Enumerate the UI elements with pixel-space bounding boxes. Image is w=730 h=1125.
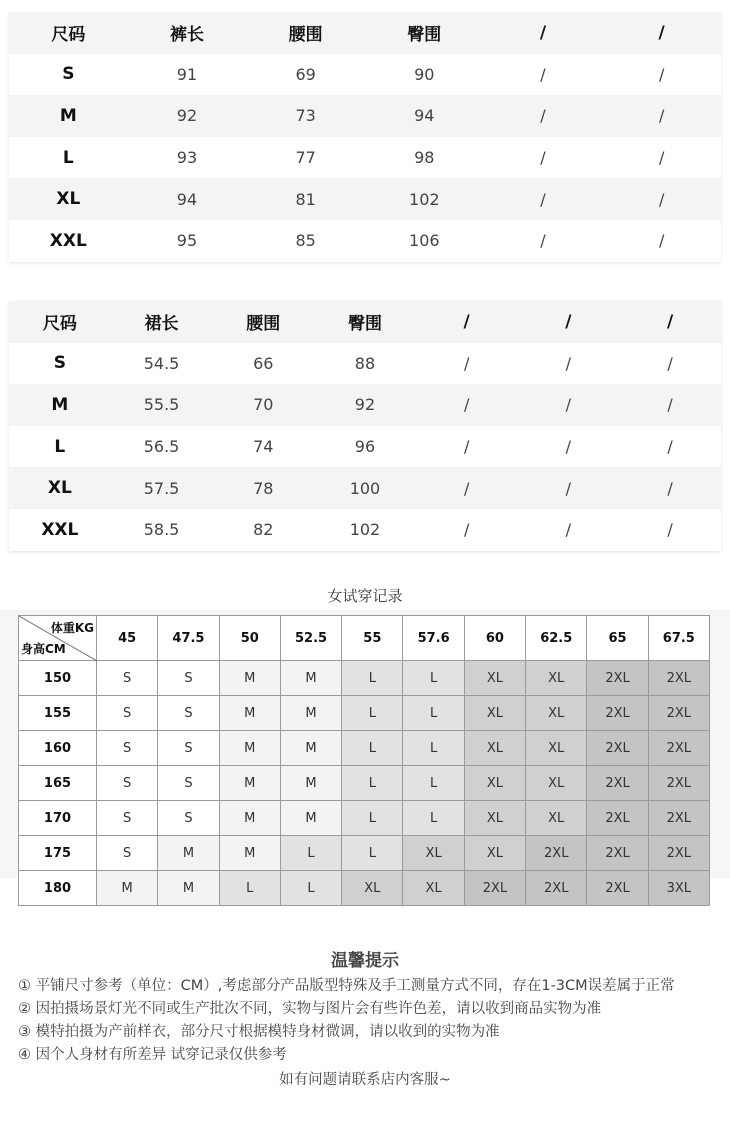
height-cell: 150	[19, 661, 97, 696]
size-recommendation-cell: S	[158, 696, 219, 731]
size-recommendation-cell: L	[219, 871, 280, 906]
table-cell: 100	[349, 478, 381, 498]
size-recommendation-cell: XL	[526, 766, 587, 801]
size-recommendation-cell: M	[280, 696, 341, 731]
fit-record-table	[18, 615, 710, 906]
pants-size-table	[9, 12, 721, 262]
table-cell: /	[463, 353, 470, 373]
table-header-row	[9, 301, 721, 343]
table-cell: 88	[354, 353, 376, 373]
size-recommendation-cell: L	[342, 661, 403, 696]
table-cell: /	[565, 478, 572, 498]
size-recommendation-cell: L	[403, 801, 464, 836]
table-row	[19, 766, 710, 801]
size-recommendation-cell: L	[342, 836, 403, 871]
table-cell: /	[658, 231, 665, 251]
size-recommendation-cell: XL	[464, 836, 525, 871]
table-cell: 55.5	[143, 395, 180, 415]
table-cell: 58.5	[143, 520, 180, 540]
table-cell: 106	[409, 231, 440, 251]
height-axis-label: 身高CM	[21, 642, 66, 656]
table-cell: /	[667, 437, 673, 457]
table-cell: 74	[253, 437, 274, 457]
size-cell: M	[51, 394, 69, 415]
table-row	[9, 467, 721, 509]
table-row	[19, 696, 710, 731]
size-recommendation-cell: 2XL	[648, 696, 709, 731]
table-row	[19, 731, 710, 766]
size-recommendation-cell: M	[219, 801, 280, 836]
table-cell: /	[658, 148, 665, 168]
size-recommendation-cell: 2XL	[648, 731, 709, 766]
table-cell: /	[667, 520, 673, 540]
table-cell: 54.5	[143, 353, 180, 373]
table-cell: /	[658, 64, 665, 84]
column-header: 臀围	[347, 314, 382, 335]
weight-header: 45	[97, 616, 158, 661]
size-cell: XXL	[49, 230, 87, 251]
table-cell: 98	[414, 148, 435, 168]
size-recommendation-cell: XL	[526, 696, 587, 731]
fit-record-corner-header	[19, 616, 97, 661]
table-cell: /	[667, 353, 673, 373]
table-cell: /	[667, 478, 673, 498]
table-row	[9, 54, 721, 96]
weight-header: 55	[342, 616, 403, 661]
weight-header: 47.5	[158, 616, 219, 661]
size-recommendation-cell: M	[219, 661, 280, 696]
tip-item: ④ 因个人身材有所差异 试穿记录仅供参考	[18, 1047, 287, 1063]
table-row	[9, 384, 721, 426]
column-header: /	[463, 311, 470, 332]
table-cell: 92	[176, 106, 198, 126]
size-cell: XL	[56, 189, 81, 210]
height-cell: 175	[19, 836, 97, 871]
table-cell: 70	[253, 395, 274, 415]
tip-item: ③ 模特拍摄为产前样衣，部分尺寸根据模特身材微调，请以收到的实物为准	[18, 1024, 500, 1040]
table-cell: 85	[295, 231, 316, 251]
column-header: 尺码	[51, 25, 86, 46]
size-recommendation-cell: M	[219, 731, 280, 766]
table-cell: /	[540, 106, 546, 126]
size-recommendation-cell: 2XL	[526, 871, 587, 906]
table-cell: /	[540, 189, 546, 209]
size-recommendation-cell: S	[97, 766, 158, 801]
size-recommendation-cell: 2XL	[526, 836, 587, 871]
table-cell: 82	[253, 520, 274, 540]
contact-note: 如有问题请联系店内客服~	[279, 1072, 451, 1088]
size-recommendation-cell: L	[403, 731, 464, 766]
size-recommendation-cell: M	[97, 871, 158, 906]
size-recommendation-cell: L	[280, 871, 341, 906]
size-recommendation-cell: 3XL	[648, 871, 709, 906]
tips-title: 温馨提示	[331, 951, 399, 971]
size-recommendation-cell: 2XL	[587, 696, 648, 731]
size-cell: M	[59, 105, 77, 126]
table-cell: /	[658, 106, 665, 126]
weight-header: 50	[219, 616, 280, 661]
size-recommendation-cell: S	[158, 801, 219, 836]
table-cell: 78	[253, 478, 274, 498]
skirt-size-table	[9, 301, 721, 551]
column-header: /	[565, 311, 572, 332]
table-cell: 92	[354, 395, 376, 415]
table-row	[9, 137, 721, 179]
table-cell: /	[540, 231, 546, 251]
size-recommendation-cell: M	[280, 801, 341, 836]
height-cell: 155	[19, 696, 97, 731]
size-recommendation-cell: L	[280, 836, 341, 871]
table-cell: /	[565, 395, 572, 415]
size-recommendation-cell: XL	[464, 661, 525, 696]
table-cell: 90	[414, 64, 435, 84]
table-cell: /	[463, 395, 470, 415]
table-cell: 94	[414, 106, 435, 126]
column-header: 尺码	[42, 314, 77, 335]
size-recommendation-cell: L	[342, 731, 403, 766]
size-recommendation-cell: XL	[464, 731, 525, 766]
table-cell: /	[565, 437, 572, 457]
table-row	[9, 343, 721, 385]
height-cell: 180	[19, 871, 97, 906]
table-row	[19, 871, 710, 906]
column-header: 臀围	[407, 25, 442, 46]
size-cell: XL	[47, 478, 72, 499]
table-row	[19, 836, 710, 871]
size-recommendation-cell: M	[219, 766, 280, 801]
table-cell: /	[565, 353, 572, 373]
table-row	[9, 509, 721, 551]
size-recommendation-cell: L	[342, 801, 403, 836]
column-header: /	[539, 22, 547, 43]
height-cell: 170	[19, 801, 97, 836]
weight-header: 60	[464, 616, 525, 661]
size-recommendation-cell: M	[280, 731, 341, 766]
table-row	[9, 220, 721, 262]
size-recommendation-cell: XL	[342, 871, 403, 906]
size-recommendation-cell: XL	[464, 766, 525, 801]
size-cell: S	[62, 64, 75, 85]
table-cell: 66	[253, 353, 274, 373]
size-recommendation-cell: S	[97, 836, 158, 871]
size-recommendation-cell: XL	[464, 696, 525, 731]
column-header: /	[667, 311, 674, 332]
size-recommendation-cell: 2XL	[587, 871, 648, 906]
size-recommendation-cell: S	[97, 696, 158, 731]
size-recommendation-cell: L	[403, 766, 464, 801]
size-recommendation-cell: S	[158, 766, 219, 801]
table-cell: /	[667, 395, 673, 415]
table-cell: 96	[354, 437, 376, 457]
size-recommendation-cell: S	[97, 661, 158, 696]
size-cell: L	[62, 147, 74, 168]
size-recommendation-cell: L	[342, 696, 403, 731]
table-cell: 93	[176, 148, 198, 168]
table-row	[9, 178, 721, 220]
weight-axis-label: 体重KG	[50, 621, 94, 635]
size-recommendation-cell: M	[219, 836, 280, 871]
height-cell: 160	[19, 731, 97, 766]
table-cell: 102	[349, 520, 381, 540]
table-row	[9, 426, 721, 468]
table-cell: 91	[176, 64, 198, 84]
fit-record-title: 女试穿记录	[327, 587, 403, 605]
size-recommendation-cell: 2XL	[587, 766, 648, 801]
table-cell: 69	[295, 64, 316, 84]
size-recommendation-cell: S	[158, 661, 219, 696]
size-recommendation-cell: 2XL	[587, 731, 648, 766]
size-recommendation-cell: XL	[526, 801, 587, 836]
table-cell: /	[463, 437, 470, 457]
size-recommendation-cell: L	[342, 766, 403, 801]
table-cell: 95	[176, 231, 198, 251]
height-cell: 165	[19, 766, 97, 801]
size-recommendation-cell: 2XL	[464, 871, 525, 906]
size-cell: XXL	[41, 519, 79, 540]
weight-header: 67.5	[648, 616, 709, 661]
size-recommendation-cell: 2XL	[648, 836, 709, 871]
size-cell: L	[54, 436, 66, 457]
tip-item: ① 平铺尺寸参考（单位：CM）,考虑部分产品版型特殊及手工测量方式不同，存在1-3CM误差属于正常	[18, 978, 675, 994]
table-row	[19, 661, 710, 696]
size-recommendation-cell: M	[280, 661, 341, 696]
table-cell: /	[463, 520, 470, 540]
table-cell: /	[540, 64, 546, 84]
size-recommendation-cell: L	[403, 696, 464, 731]
size-recommendation-cell: S	[97, 731, 158, 766]
size-recommendation-cell: 2XL	[648, 766, 709, 801]
size-recommendation-cell: S	[158, 731, 219, 766]
table-cell: 57.5	[143, 478, 180, 498]
column-header: 裙长	[144, 314, 179, 335]
table-cell: 77	[295, 148, 316, 168]
size-recommendation-cell: 2XL	[587, 661, 648, 696]
table-cell: 94	[176, 189, 198, 209]
table-cell: /	[565, 520, 572, 540]
table-cell: 81	[295, 189, 316, 209]
column-header: 裤长	[169, 25, 204, 46]
table-cell: 73	[295, 106, 316, 126]
size-recommendation-cell: M	[158, 871, 219, 906]
table-cell: /	[540, 148, 546, 168]
size-recommendation-cell: 2XL	[648, 661, 709, 696]
size-recommendation-cell: M	[219, 696, 280, 731]
column-header: 腰围	[246, 314, 281, 335]
table-cell: 56.5	[143, 437, 180, 457]
column-header: 腰围	[288, 25, 323, 46]
table-cell: 102	[409, 189, 440, 209]
weight-header: 52.5	[280, 616, 341, 661]
table-row	[19, 801, 710, 836]
size-recommendation-cell: XL	[403, 871, 464, 906]
size-recommendation-cell: 2XL	[648, 801, 709, 836]
size-cell: S	[53, 353, 66, 374]
size-recommendation-cell: M	[280, 766, 341, 801]
weight-header: 57.6	[403, 616, 464, 661]
weight-header: 65	[587, 616, 648, 661]
column-header: /	[658, 22, 665, 43]
size-recommendation-cell: M	[158, 836, 219, 871]
size-recommendation-cell: 2XL	[587, 801, 648, 836]
size-recommendation-cell: XL	[464, 801, 525, 836]
table-header-row	[9, 12, 721, 54]
weight-header: 62.5	[526, 616, 587, 661]
size-recommendation-cell: 2XL	[587, 836, 648, 871]
table-cell: /	[463, 478, 470, 498]
tip-item: ② 因拍摄场景灯光不同或生产批次不同，实物与图片会有些许色差，请以收到商品实物为准	[18, 1001, 602, 1017]
size-recommendation-cell: S	[97, 801, 158, 836]
size-recommendation-cell: XL	[526, 731, 587, 766]
size-recommendation-cell: L	[403, 661, 464, 696]
table-row	[9, 95, 721, 137]
size-recommendation-cell: XL	[403, 836, 464, 871]
size-recommendation-cell: XL	[526, 661, 587, 696]
table-cell: /	[658, 189, 665, 209]
